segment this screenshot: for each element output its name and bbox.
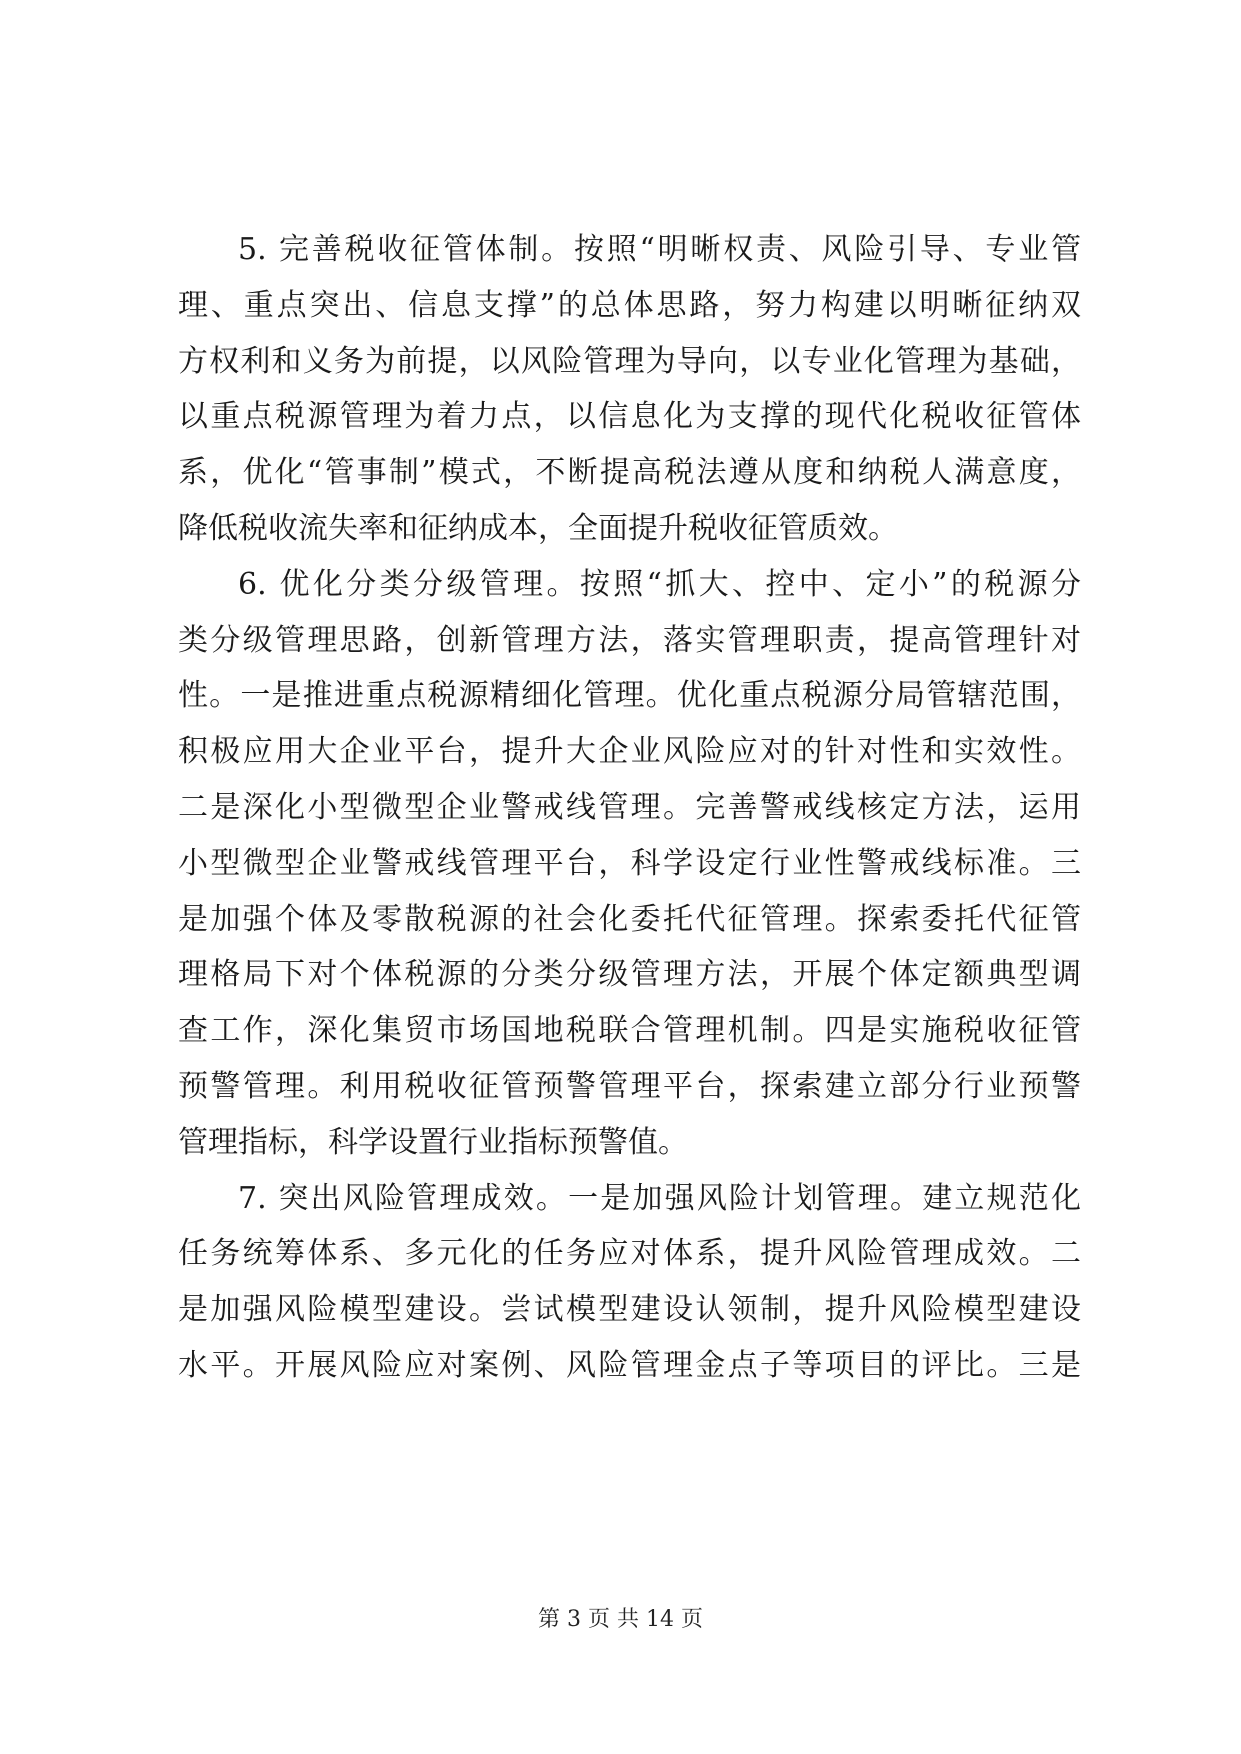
text-line: 方权利和义务为前提，以风险管理为导向，以专业化管理为基础， [178, 343, 1081, 379]
text-line: 积极应用大企业平台，提升大企业风险应对的针对性和实效性。 [178, 734, 1081, 770]
text-line: 7. 突出风险管理成效。一是加强风险计划管理。建立规范化 [238, 1180, 1081, 1216]
text-line: 类分级管理思路，创新管理方法，落实管理职责，提高管理针对 [178, 622, 1081, 658]
text-line: 小型微型企业警戒线管理平台，科学设定行业性警戒线标准。三 [178, 845, 1081, 881]
text-line: 5. 完善税收征管体制。按照“明晰权责、风险引导、专业管 [238, 232, 1081, 267]
text-line: 系，优化“管事制”模式，不断提高税法遵从度和纳税人满意度， [178, 455, 1081, 491]
text-line: 6. 优化分类分级管理。按照“抓大、控中、定小”的税源分 [238, 566, 1081, 602]
text-line: 是加强个体及零散税源的社会化委托代征管理。探索委托代征管 [178, 901, 1081, 937]
text-line: 是加强风险模型建设。尝试模型建设认领制，提升风险模型建设 [178, 1292, 1081, 1328]
text-line: 任务统筹体系、多元化的任务应对体系，提升风险管理成效。二 [178, 1236, 1081, 1272]
text-line: 管理指标，科学设置行业指标预警值。 [178, 1124, 688, 1160]
text-line: 理、重点突出、信息支撑”的总体思路，努力构建以明晰征纳双 [178, 287, 1081, 323]
text-line: 预警管理。利用税收征管预警管理平台，探索建立部分行业预警 [178, 1068, 1081, 1104]
text-line: 理格局下对个体税源的分类分级管理方法，开展个体定额典型调 [178, 957, 1081, 993]
text-line: 降低税收流失率和征纳成本，全面提升税收征管质效。 [178, 510, 898, 546]
text-line: 性。一是推进重点税源精细化管理。优化重点税源分局管辖范围， [178, 678, 1081, 714]
page-footer: 第 3 页 共 14 页 [538, 1607, 703, 1632]
text-line: 水平。开展风险应对案例、风险管理金点子等项目的评比。三是 [178, 1347, 1081, 1383]
text-line: 查工作，深化集贸市场国地税联合管理机制。四是实施税收征管 [178, 1013, 1081, 1049]
body-text [178, 222, 1081, 1394]
text-line: 二是深化小型微型企业警戒线管理。完善警戒线核定方法，运用 [178, 789, 1081, 825]
text-line: 以重点税源管理为着力点，以信息化为支撑的现代化税收征管体 [178, 399, 1081, 435]
